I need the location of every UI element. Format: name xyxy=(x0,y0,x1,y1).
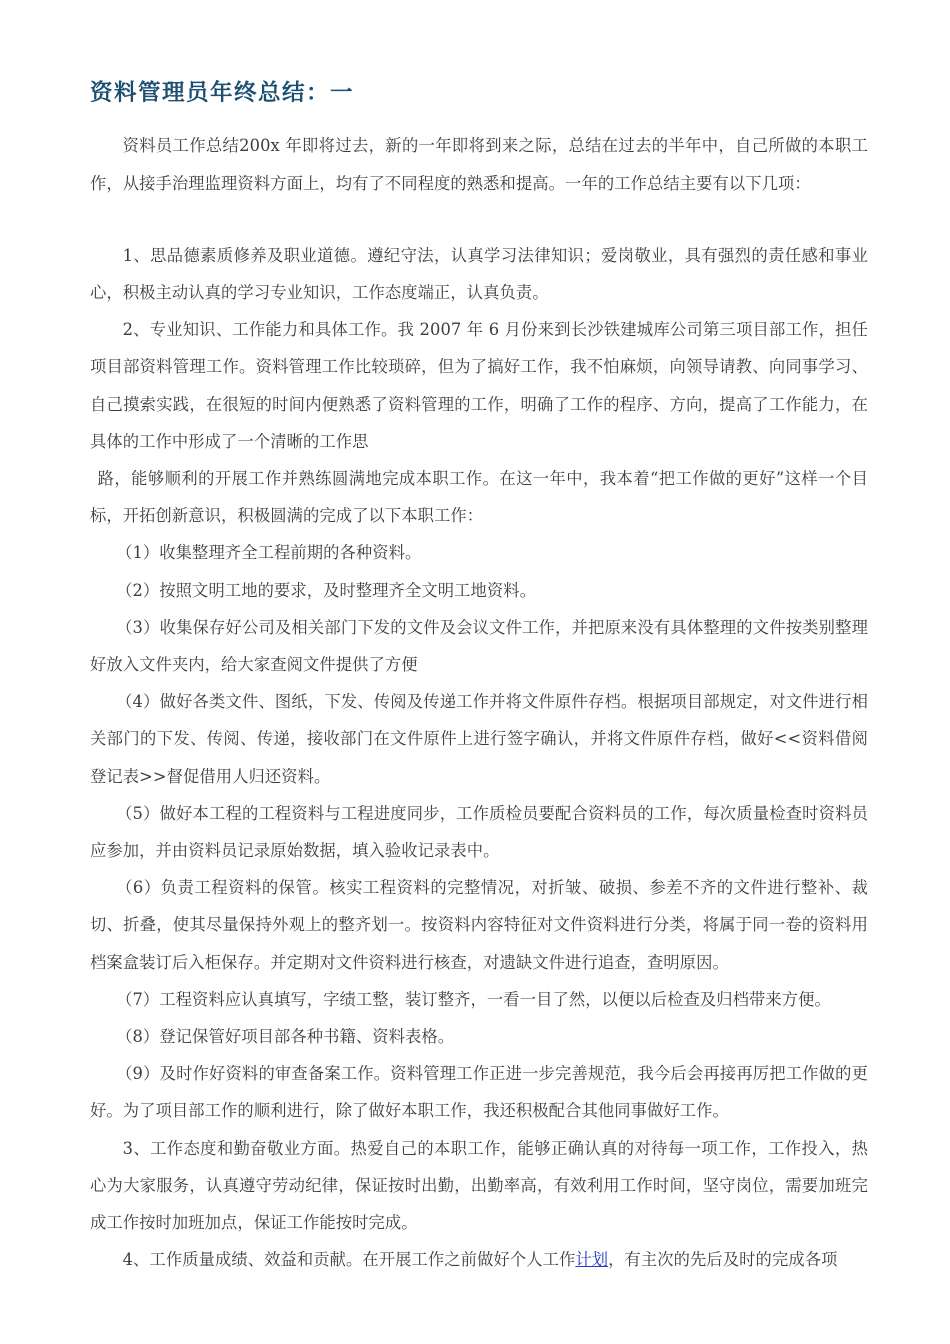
paragraph-section-4-before-link: 4、工作质量成绩、效益和贡献。在开展工作之前做好个人工作 xyxy=(122,1250,576,1270)
paragraph-section-2-part-a: 2、专业知识、工作能力和具体工作。我 2007 年 6 月份来到长沙铁建城库公司第三项目部工作，担任项目部资料管理工作。资料管理工作比较琐碎，但为了搞好工作，我不怕麻烦，向领导请教、向同事学习、自己摸索实践，在很短的时间内便熟悉了资料管理的工作，明确了工作的程序、方向，提高了工作能力，在具体的工作中形成了一个清晰的工作思 xyxy=(90,320,868,451)
list-item-7: （7）工程资料应认真填写，字绩工整，装订整齐，一看一目了然，以便以后检查及归档带来方便。 xyxy=(116,989,831,1009)
list-item-2: （2）按照文明工地的要求，及时整理齐全文明工地资料。 xyxy=(116,580,537,600)
paragraph-section-2-part-b-text: 路，能够顺利的开展工作并熟练圆满地完成本职工作。在这一年中，我本着“把工作做的更好”这样一个目标，开拓创新意识，积极圆满的完成了以下本职工作： xyxy=(90,469,868,526)
list-item-3: （3）收集保存好公司及相关部门下发的文件及会议文件工作，并把原来没有具体整理的文件按类别整理好放入文件夹内，给大家查阅文件提供了方便 xyxy=(90,617,868,675)
paragraph-section-4-after-link: ，有主次的先后及时的完成各项 xyxy=(608,1250,838,1270)
list-item-1: （1）收集整理齐全工程前期的各种资料。 xyxy=(116,543,422,563)
list-item-6: （6）负责工程资料的保管。核实工程资料的完整情况，对折皱、破损、参差不齐的文件进行整补、裁切、折叠，使其尽量保持外观上的整齐划一。按资料内容特征对文件资料进行分类，将属于同一卷的资料用档案盒装订后入柜保存。并定期对文件资料进行核查，对遗缺文件进行追查，查明原因。 xyxy=(90,878,868,972)
list-item-8: （8）登记保管好项目部各种书籍、资料表格。 xyxy=(116,1027,455,1047)
paragraph-section-4 xyxy=(90,1241,868,1278)
paragraph-section-2-part-b xyxy=(90,460,868,534)
paragraph-intro: 资料员工作总结200x 年即将过去，新的一年即将到来之际，总结在过去的半年中，自己所做的本职工作，从接手治理监理资料方面上，均有了不同程度的熟悉和提高。一年的工作总结主要有以下几项： xyxy=(90,136,868,193)
paragraph-section-3: 3、工作态度和勤奋敬业方面。热爱自己的本职工作，能够正确认真的对待每一项工作，工作投入，热心为大家服务，认真遵守劳动纪律，保证按时出勤，出勤率高，有效利用工作时间，坚守岗位，需要加班完成工作按时加班加点，保证工作能按时完成。 xyxy=(90,1138,868,1233)
page-title: 资料管理员年终总结：一 xyxy=(90,80,355,106)
list-item-5: （5）做好本工程的工程资料与工程进度同步，工作质检员要配合资料员的工作，每次质量检查时资料员应参加，并由资料员记录原始数据，填入验收记录表中。 xyxy=(90,803,868,861)
paragraph-section-1: 1、思品德素质修养及职业道德。遵纪守法，认真学习法律知识；爱岗敬业，具有强烈的责任感和事业心，积极主动认真的学习专业知识，工作态度端正，认真负责。 xyxy=(90,245,868,302)
paragraph-spacer xyxy=(90,202,868,237)
plan-hyperlink[interactable]: 计划 xyxy=(575,1250,609,1270)
list-item-4: （4）做好各类文件、图纸，下发、传阅及传递工作并将文件原件存档。根据项目部规定，对文件进行相关部门的下发、传阅、传递，接收部门在文件原件上进行签字确认，并将文件原件存档，做好<<资料借阅登记表>>督促借用人归还资料。 xyxy=(90,692,868,786)
list-item-9: （9）及时作好资料的审查备案工作。资料管理工作正进一步完善规范，我今后会再接再厉把工作做的更好。为了项目部工作的顺利进行，除了做好本职工作，我还积极配合其他同事做好工作。 xyxy=(90,1064,868,1121)
document-body xyxy=(90,127,868,1278)
